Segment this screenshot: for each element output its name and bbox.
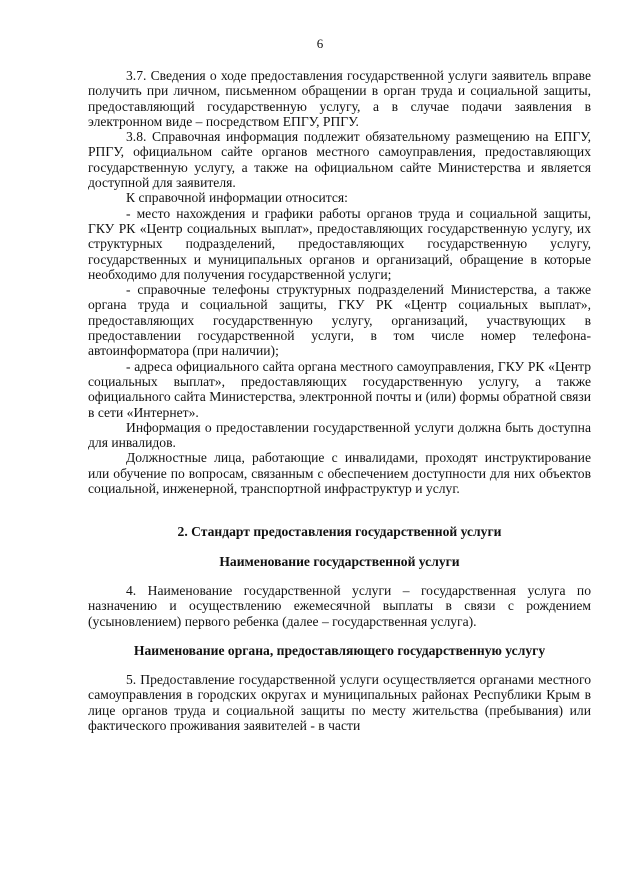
list-item-websites: - адреса официального сайта органа местного самоуправления, ГКУ РК «Центр социальных выплат», предоставляющих государственную услугу, а также официального сайта Министерства, электронной почты и (или) формы обратной связи в сети «Интернет».: [88, 358, 591, 420]
subheading-authority-name: Наименование органа, предоставляющего государственную услугу: [133, 642, 546, 658]
paragraph-accessibility: Информация о предоставлении государственной услуги должна быть доступна для инвалидов.: [88, 419, 591, 451]
heading-gap: [88, 629, 591, 643]
paragraph-5: 5. Предоставление государственной услуги осуществляется органами местного самоуправления в городских округах и муниципальных районах Республики Крым в лице органов труда и социальной защиты по месту жительства (пребывания) или фактического проживания заявителей - в части: [88, 672, 591, 733]
heading-gap: [88, 658, 591, 672]
paragraph-4: 4. Наименование государственной услуги – государственная услуга по назначению и осуществлению ежемесячной выплаты в связи с рождением (усыновлением) первого ребенка (далее – государственная услуга).: [88, 582, 591, 629]
list-item-phones: - справочные телефоны структурных подразделений Министерства, а также органа труда и социальной защиты, ГКУ РК «Центр социальных выплат», предоставляющих государственную услугу, организаций, участвующих в предоставлении государственной услуги, в том числе номер телефона-автоинформатора (при наличии);: [88, 282, 591, 359]
paragraph-3-8: 3.8. Справочная информация подлежит обязательному размещению на ЕПГУ, РПГУ, официальном сайте органов местного самоуправления, предоставляющих государственную услугу, а также на официальном сайте Министерства и является доступной для заявителя.: [88, 129, 591, 191]
paragraph-officials-training: Должностные лица, работающие с инвалидами, проходят инструктирование или обучение по вопросам, связанным с обеспечением доступности для них объектов социальной, инженерной, транспортной инфраструктур и услуг.: [88, 450, 591, 497]
section-gap: [88, 496, 591, 524]
page-number: 6: [316, 36, 324, 51]
section-heading: 2. Стандарт предоставления государственной услуги: [177, 524, 502, 540]
paragraph-reference-info-intro: К справочной информации относится:: [126, 190, 348, 206]
document-body: [88, 68, 591, 733]
list-item-locations: - место нахождения и графики работы органов труда и социальной защиты, ГКУ РК «Центр социальных выплат», предоставляющих государственную услугу, их структурных подразделений, предоставляющих государственную услугу, государственных и муниципальных органов и организаций, обращение в которые необходимо для получения государственной услуги;: [88, 205, 591, 282]
paragraph-3-7: 3.7. Сведения о ходе предоставления государственной услуги заявитель вправе получить при личном, письменном обращении в орган труда и социальной защиты, предоставляющий государственную услугу, а в случае подачи заявления в электронном виде – посредством ЕПГУ, РПГУ.: [88, 68, 591, 129]
subheading-service-name: Наименование государственной услуги: [219, 553, 460, 569]
heading-gap: [88, 540, 591, 554]
heading-gap: [88, 569, 591, 583]
